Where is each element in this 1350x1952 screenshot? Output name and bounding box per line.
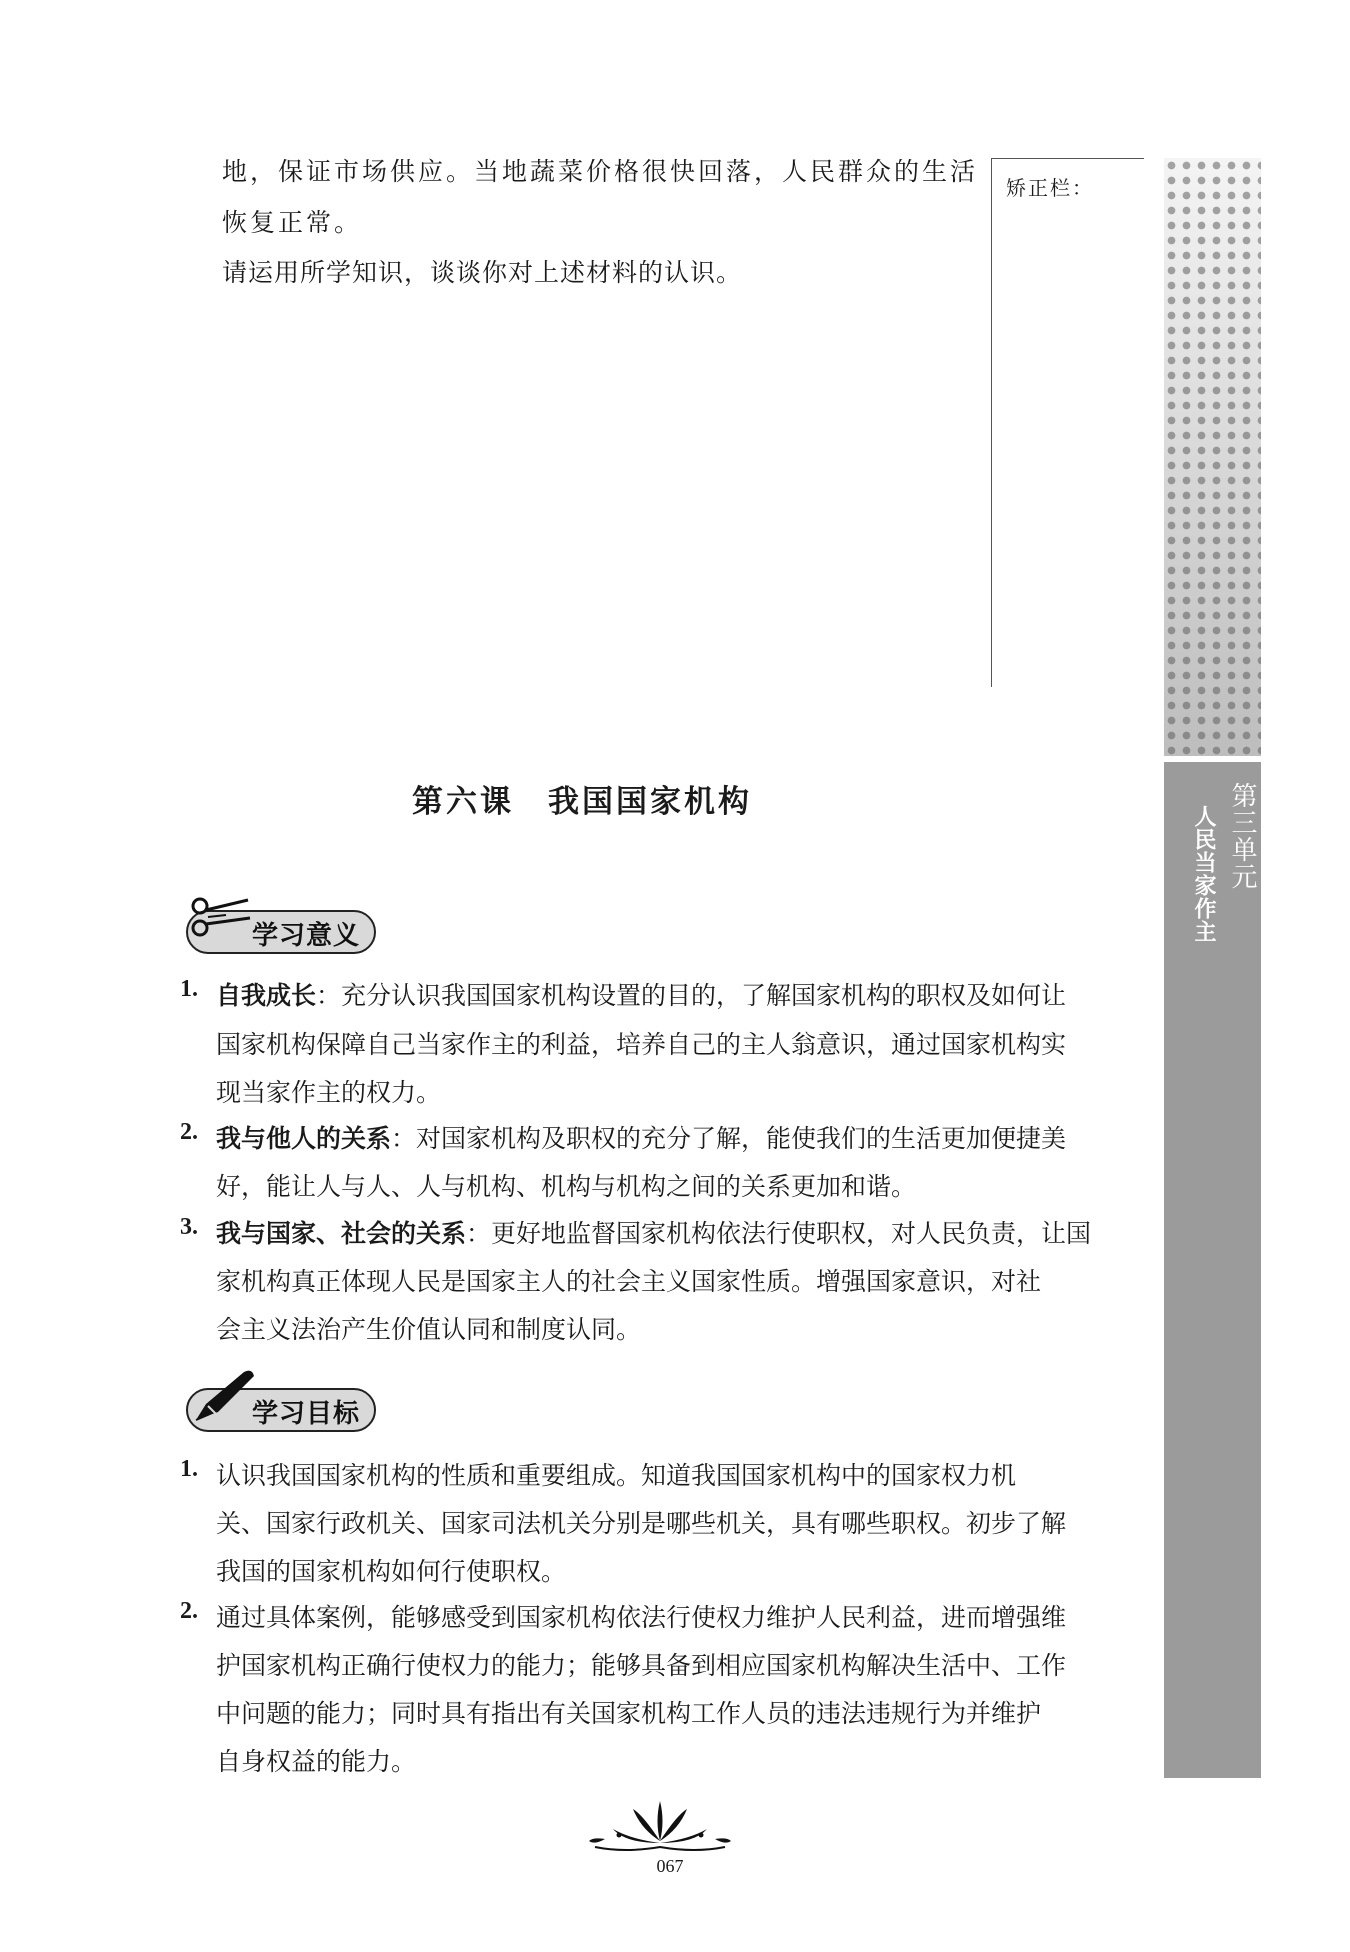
item-line: 会主义法治产生价值认同和制度认同。: [216, 1315, 642, 1344]
item-line: 护国家机构正确行使权力的能力；能够具备到相应国家机构解决生活中、工作: [216, 1651, 1067, 1680]
item-first-line: 认识我国国家机构的性质和重要组成。知道我国国家机构中的国家权力机: [216, 1461, 1017, 1490]
lesson-title: 第六课 我国国家机构: [412, 784, 752, 820]
item-line: 自身权益的能力。: [216, 1747, 417, 1776]
item-line: 好，能让人与人、人与机构、机构与机构之间的关系更加和谐。: [216, 1172, 917, 1201]
floral-ornament-icon: [585, 1795, 735, 1855]
section-heading-significance: 学习意义: [252, 921, 361, 951]
correction-label: 矫正栏：: [1006, 176, 1094, 200]
item-number: 2.: [180, 1598, 198, 1624]
item-number: 2.: [180, 1119, 198, 1145]
item-first-text: ：对国家机构及职权的充分了解，能使我们的生活更加便捷美: [391, 1124, 1067, 1153]
continuation-line-2: 恢复正常。: [222, 208, 363, 237]
item-number: 3.: [180, 1214, 198, 1240]
side-tab-unit-title: 人民当家作主: [1191, 805, 1216, 943]
item-first-text: ：充分认识我国国家机构设置的目的，了解国家机构的职权及如何让: [316, 981, 1067, 1010]
side-tab-pattern: [1164, 158, 1261, 756]
item-lead: 自我成长: [216, 981, 317, 1010]
item-lead: 我与国家、社会的关系: [216, 1219, 467, 1248]
item-line: 家机构真正体现人民是国家主人的社会主义国家性质。增强国家意识，对社: [216, 1267, 1042, 1296]
correction-column: [991, 158, 1144, 687]
continuation-line-1: 地，保证市场供应。当地蔬菜价格很快回落，人民群众的生活: [222, 157, 979, 186]
item-line: 现当家作主的权力。: [216, 1078, 442, 1107]
item-first-line: [216, 1119, 1066, 1155]
section-badge-goals: [186, 1366, 382, 1436]
item-line: 我国的国家机构如何行使职权。: [216, 1557, 567, 1586]
continuation-question: 请运用所学知识，谈谈你对上述材料的认识。: [222, 258, 743, 287]
item-line: 国家机构保障自己当家作主的利益，培养自己的主人翁意识，通过国家机构实: [216, 1030, 1067, 1059]
item-lead: 我与他人的关系: [216, 1124, 392, 1153]
section-badge-significance: [186, 888, 382, 958]
section-heading-goals: 学习目标: [252, 1399, 361, 1429]
item-number: 1.: [180, 1456, 198, 1482]
page-number: 067: [656, 1856, 684, 1876]
item-line: 中问题的能力；同时具有指出有关国家机构工作人员的违法违规行为并维护: [216, 1699, 1042, 1728]
side-tab-unit: 第三单元: [1227, 782, 1257, 890]
item-line: 关、国家行政机关、国家司法机关分别是哪些机关，具有哪些职权。初步了解: [216, 1509, 1067, 1538]
item-first-line: [216, 976, 1066, 1012]
item-first-text: ：更好地监督国家机构依法行使职权，对人民负责，让国: [466, 1219, 1092, 1248]
item-first-line: [216, 1214, 1091, 1250]
item-number: 1.: [180, 976, 198, 1002]
item-first-line: 通过具体案例，能够感受到国家机构依法行使权力维护人民利益，进而增强维: [216, 1603, 1067, 1632]
